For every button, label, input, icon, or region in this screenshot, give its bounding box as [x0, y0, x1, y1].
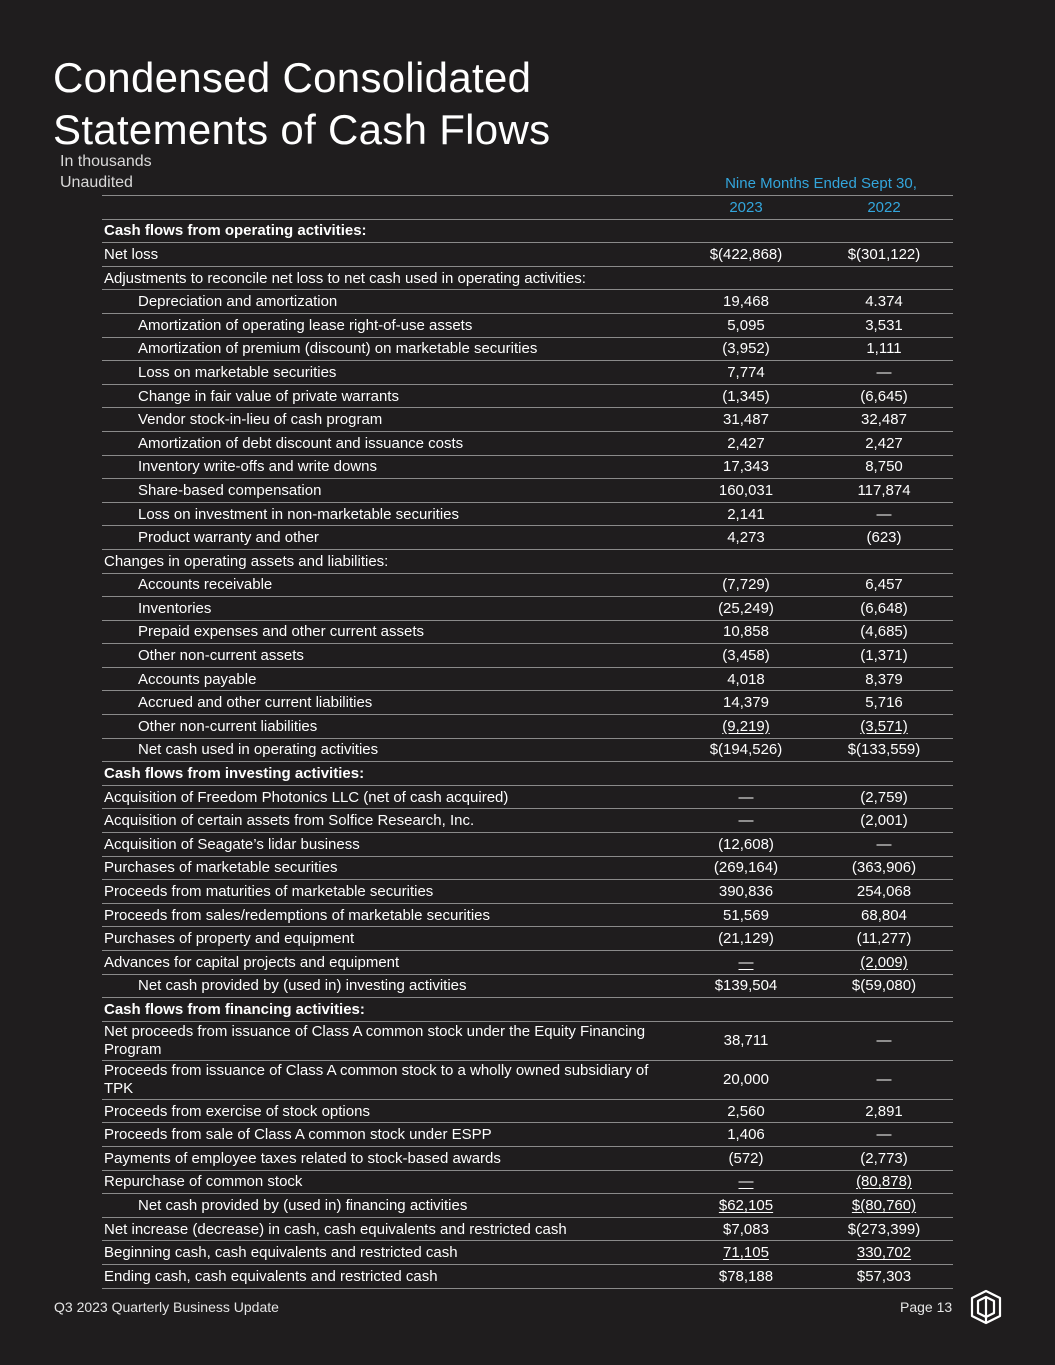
value-2023	[677, 1146, 815, 1170]
value-2023	[677, 1123, 815, 1147]
value-2022	[815, 1146, 953, 1170]
cell-value: 6,457	[865, 576, 903, 594]
cell-value: 51,569	[723, 906, 769, 924]
value-2023	[677, 974, 815, 998]
row-label: Inventory write-offs and write downs	[102, 455, 677, 479]
row-label: Accounts payable	[102, 667, 677, 691]
cell-value: 2,427	[865, 434, 903, 452]
cell-value: 2,560	[727, 1102, 765, 1120]
table-row	[102, 384, 953, 408]
audit-note: Unaudited	[60, 174, 133, 191]
cell-value: 8,750	[865, 458, 903, 476]
cell-value: (623)	[866, 529, 902, 547]
row-label: Other non-current liabilities	[102, 715, 677, 739]
table-row	[102, 502, 953, 526]
value-2023	[677, 597, 815, 621]
value-2022	[815, 1241, 953, 1265]
cell-value: 10,858	[723, 623, 769, 641]
value-2023	[677, 1099, 815, 1123]
value-2023	[677, 337, 815, 361]
value-2023	[677, 738, 815, 762]
subtitle	[60, 151, 152, 193]
value-2023	[677, 833, 815, 857]
value-2023	[677, 573, 815, 597]
cell-value: (9,219)	[722, 717, 770, 735]
cell-value: —	[738, 953, 754, 971]
cell-value: —	[876, 363, 892, 381]
cell-value: —	[876, 505, 892, 523]
row-label: Proceeds from sales/redemptions of marketable securities	[102, 903, 677, 927]
row-label: Changes in operating assets and liabilities:	[102, 549, 677, 573]
page-title	[53, 52, 550, 156]
value-2022	[815, 880, 953, 904]
cell-value: (25,249)	[718, 599, 774, 617]
value-2022	[815, 974, 953, 998]
table-row	[102, 927, 953, 951]
cell-value: $(59,080)	[851, 977, 917, 995]
row-label: Amortization of debt discount and issuance costs	[102, 431, 677, 455]
cell-value: 2,891	[865, 1102, 903, 1120]
value-2023	[677, 1264, 815, 1288]
cell-value: 1,111	[866, 340, 902, 358]
value-2022	[815, 455, 953, 479]
value-2022	[815, 573, 953, 597]
cell-value: (3,458)	[722, 647, 770, 665]
value-2022	[815, 785, 953, 809]
value-2022	[815, 667, 953, 691]
cell-value: 2,427	[727, 434, 765, 452]
row-label: Adjustments to reconcile net loss to net cash used in operating activities:	[102, 266, 677, 290]
section-header-row	[102, 998, 953, 1022]
cell-value: 1,406	[727, 1126, 765, 1144]
table-row	[102, 951, 953, 975]
value-2022	[815, 833, 953, 857]
cell-value: 7,774	[727, 363, 765, 381]
value-2023	[677, 1060, 815, 1099]
cell-value: —	[876, 1032, 892, 1050]
table-row	[102, 455, 953, 479]
cell-value: $7,083	[723, 1220, 769, 1238]
value-2022	[815, 1021, 953, 1060]
units-note: In thousands	[60, 153, 152, 170]
cell-value: $(194,526)	[709, 741, 783, 759]
cell-value: (1,371)	[860, 647, 908, 665]
value-2022	[815, 927, 953, 951]
row-label: Beginning cash, cash equivalents and restricted cash	[102, 1241, 677, 1265]
row-label: Proceeds from issuance of Class A common stock to a wholly owned subsidiary of TPK	[102, 1060, 677, 1099]
value-2022	[815, 809, 953, 833]
value-2022	[815, 1123, 953, 1147]
row-label: Depreciation and amortization	[102, 290, 677, 314]
cell-value: 19,468	[723, 293, 769, 311]
value-2022	[815, 361, 953, 385]
table-row	[102, 691, 953, 715]
row-label: Purchases of marketable securities	[102, 856, 677, 880]
value-2023	[677, 715, 815, 739]
label-column-header	[102, 196, 677, 220]
value-2023	[677, 431, 815, 455]
table-row	[102, 974, 953, 998]
footer-title: Q3 2023 Quarterly Business Update	[54, 1299, 279, 1315]
value-2023	[677, 951, 815, 975]
value-2022	[815, 691, 953, 715]
table-row	[102, 479, 953, 503]
value-2023	[677, 809, 815, 833]
value-2022	[815, 1217, 953, 1241]
cell-value: (6,648)	[860, 599, 908, 617]
row-label: Loss on marketable securities	[102, 361, 677, 385]
value-2022	[815, 1194, 953, 1218]
value-2023	[677, 998, 815, 1022]
value-2022	[815, 762, 953, 786]
row-label: Cash flows from financing activities:	[102, 998, 677, 1022]
title-line-1: Condensed Consolidated	[53, 54, 532, 101]
cell-value: 8,379	[865, 670, 903, 688]
value-2023	[677, 856, 815, 880]
table-row	[102, 1194, 953, 1218]
year-header-row	[102, 196, 953, 220]
table-row	[102, 290, 953, 314]
cell-value: $(301,122)	[847, 245, 921, 263]
cell-value: $(80,760)	[851, 1196, 917, 1214]
value-2023	[677, 1194, 815, 1218]
row-label: Purchases of property and equipment	[102, 927, 677, 951]
value-2023	[677, 691, 815, 715]
value-2022	[815, 384, 953, 408]
row-label: Inventories	[102, 597, 677, 621]
cell-value: 4.374	[865, 293, 903, 311]
table-row	[102, 431, 953, 455]
table-row	[102, 526, 953, 550]
value-2022	[815, 337, 953, 361]
cell-value: —	[876, 1126, 892, 1144]
row-label: Proceeds from sale of Class A common stock under ESPP	[102, 1123, 677, 1147]
cell-value: 160,031	[718, 481, 774, 499]
table-row	[102, 620, 953, 644]
cell-value: 3,531	[865, 316, 903, 334]
cash-flow-table	[102, 195, 953, 1289]
cell-value: —	[876, 1071, 892, 1089]
cell-value: 2,141	[727, 505, 765, 523]
cell-value: $78,188	[718, 1267, 774, 1285]
value-2023	[677, 266, 815, 290]
value-2022	[815, 998, 953, 1022]
table-row	[102, 1060, 953, 1099]
value-2023	[677, 1241, 815, 1265]
table-row	[102, 337, 953, 361]
table-row	[102, 809, 953, 833]
value-2023	[677, 880, 815, 904]
cell-value: 5,095	[727, 316, 765, 334]
value-2022	[815, 502, 953, 526]
table-row	[102, 243, 953, 267]
value-2023	[677, 290, 815, 314]
table-row	[102, 266, 953, 290]
value-2023	[677, 927, 815, 951]
value-2022	[815, 408, 953, 432]
cell-value: 71,105	[723, 1244, 769, 1262]
cell-value: 254,068	[856, 883, 912, 901]
cell-value: (2,009)	[860, 953, 908, 971]
value-2022	[815, 738, 953, 762]
table-row	[102, 408, 953, 432]
value-2022	[815, 903, 953, 927]
row-label: Cash flows from operating activities:	[102, 219, 677, 243]
table-row	[102, 597, 953, 621]
cell-value: (363,906)	[851, 859, 917, 877]
value-2022	[815, 549, 953, 573]
row-label: Proceeds from maturities of marketable securities	[102, 880, 677, 904]
cell-value: (1,345)	[722, 387, 770, 405]
value-2022	[815, 856, 953, 880]
row-label: Proceeds from exercise of stock options	[102, 1099, 677, 1123]
cell-value: $(273,399)	[847, 1220, 921, 1238]
cell-value: 31,487	[723, 411, 769, 429]
value-2023	[677, 762, 815, 786]
value-2022	[815, 644, 953, 668]
value-2023	[677, 219, 815, 243]
value-2022	[815, 219, 953, 243]
value-2023	[677, 903, 815, 927]
value-2023	[677, 644, 815, 668]
cell-value: 330,702	[856, 1244, 912, 1262]
row-label: Ending cash, cash equivalents and restricted cash	[102, 1264, 677, 1288]
cell-value: —	[738, 788, 754, 806]
row-label: Net loss	[102, 243, 677, 267]
value-2022	[815, 597, 953, 621]
value-2023	[677, 1217, 815, 1241]
cell-value: 14,379	[723, 694, 769, 712]
cell-value: (3,571)	[860, 717, 908, 735]
table-row	[102, 1123, 953, 1147]
row-label: Net cash provided by (used in) investing activities	[102, 974, 677, 998]
table-row	[102, 1217, 953, 1241]
table-row	[102, 1241, 953, 1265]
cell-value: (2,001)	[860, 812, 908, 830]
cell-value: $(133,559)	[847, 741, 921, 759]
cell-value: (6,645)	[860, 387, 908, 405]
cell-value: 5,716	[865, 694, 903, 712]
value-2023	[677, 361, 815, 385]
table-row	[102, 1146, 953, 1170]
cell-value: (2,759)	[860, 788, 908, 806]
cell-value: $57,303	[856, 1267, 912, 1285]
row-label: Cash flows from investing activities:	[102, 762, 677, 786]
value-2022	[815, 1170, 953, 1194]
row-label: Change in fair value of private warrants	[102, 384, 677, 408]
cell-value: (2,773)	[860, 1149, 908, 1167]
cell-value: —	[876, 835, 892, 853]
row-label: Accounts receivable	[102, 573, 677, 597]
value-2023	[677, 408, 815, 432]
value-2023	[677, 313, 815, 337]
table-row	[102, 549, 953, 573]
row-label: Amortization of premium (discount) on marketable securities	[102, 337, 677, 361]
row-label: Prepaid expenses and other current assets	[102, 620, 677, 644]
table-row	[102, 785, 953, 809]
row-label: Advances for capital projects and equipment	[102, 951, 677, 975]
title-line-2: Statements of Cash Flows	[53, 106, 551, 153]
value-2022	[815, 1264, 953, 1288]
value-2023	[677, 502, 815, 526]
value-2022	[815, 290, 953, 314]
value-2022	[815, 266, 953, 290]
value-2023	[677, 785, 815, 809]
table-row	[102, 313, 953, 337]
value-2023	[677, 384, 815, 408]
row-label: Net cash provided by (used in) financing activities	[102, 1194, 677, 1218]
table-row	[102, 1264, 953, 1288]
year-2023-header: 2023	[677, 196, 815, 220]
row-label: Vendor stock-in-lieu of cash program	[102, 408, 677, 432]
table-row	[102, 573, 953, 597]
cell-value: 4,273	[727, 529, 765, 547]
cell-value: $(422,868)	[709, 245, 783, 263]
row-label: Repurchase of common stock	[102, 1170, 677, 1194]
table-row	[102, 833, 953, 857]
value-2023	[677, 667, 815, 691]
cell-value: (21,129)	[718, 930, 774, 948]
row-label: Net increase (decrease) in cash, cash equivalents and restricted cash	[102, 1217, 677, 1241]
value-2022	[815, 431, 953, 455]
value-2023	[677, 1170, 815, 1194]
cell-value: (11,277)	[856, 930, 912, 948]
row-label: Accrued and other current liabilities	[102, 691, 677, 715]
value-2023	[677, 549, 815, 573]
section-header-row	[102, 219, 953, 243]
table-row	[102, 880, 953, 904]
value-2022	[815, 620, 953, 644]
table-row	[102, 856, 953, 880]
cell-value: —	[738, 1173, 754, 1191]
table-row	[102, 667, 953, 691]
value-2022	[815, 479, 953, 503]
cell-value: (4,685)	[860, 623, 908, 641]
value-2023	[677, 243, 815, 267]
period-header: Nine Months Ended Sept 30,	[725, 175, 917, 192]
cell-value: 20,000	[723, 1071, 769, 1089]
cell-value: 117,874	[857, 481, 911, 499]
company-logo-icon	[968, 1288, 1004, 1326]
value-2023	[677, 479, 815, 503]
table-row	[102, 738, 953, 762]
value-2023	[677, 1021, 815, 1060]
table-row	[102, 644, 953, 668]
row-label: Payments of employee taxes related to stock-based awards	[102, 1146, 677, 1170]
row-label: Acquisition of Seagate’s lidar business	[102, 833, 677, 857]
cell-value: $62,105	[718, 1196, 774, 1214]
row-label: Acquisition of certain assets from Solfice Research, Inc.	[102, 809, 677, 833]
year-2022-header: 2022	[815, 196, 953, 220]
cell-value: 68,804	[861, 906, 907, 924]
value-2022	[815, 526, 953, 550]
table-row	[102, 1021, 953, 1060]
row-label: Loss on investment in non-marketable securities	[102, 502, 677, 526]
value-2023	[677, 526, 815, 550]
cell-value: (12,608)	[718, 835, 774, 853]
value-2022	[815, 243, 953, 267]
row-label: Other non-current assets	[102, 644, 677, 668]
row-label: Share-based compensation	[102, 479, 677, 503]
value-2023	[677, 620, 815, 644]
table-row	[102, 715, 953, 739]
cell-value: (572)	[728, 1149, 764, 1167]
table-row	[102, 1099, 953, 1123]
cell-value: (7,729)	[722, 576, 770, 594]
cell-value: (80,878)	[856, 1173, 912, 1191]
row-label: Net cash used in operating activities	[102, 738, 677, 762]
row-label: Acquisition of Freedom Photonics LLC (net of cash acquired)	[102, 785, 677, 809]
row-label: Net proceeds from issuance of Class A common stock under the Equity Financing Program	[102, 1021, 677, 1060]
cell-value: 32,487	[861, 411, 907, 429]
page-number: Page 13	[900, 1299, 953, 1315]
section-header-row	[102, 762, 953, 786]
cell-value: 38,711	[723, 1032, 769, 1050]
cell-value: —	[738, 812, 754, 830]
cell-value: (3,952)	[722, 340, 770, 358]
value-2022	[815, 951, 953, 975]
value-2023	[677, 455, 815, 479]
value-2022	[815, 715, 953, 739]
table-row	[102, 903, 953, 927]
cell-value: (269,164)	[713, 859, 779, 877]
value-2022	[815, 1060, 953, 1099]
cell-value: 17,343	[723, 458, 769, 476]
row-label: Product warranty and other	[102, 526, 677, 550]
cell-value: $139,504	[714, 977, 778, 995]
cell-value: 4,018	[727, 670, 765, 688]
value-2022	[815, 1099, 953, 1123]
table-row	[102, 1170, 953, 1194]
row-label: Amortization of operating lease right-of-use assets	[102, 313, 677, 337]
value-2022	[815, 313, 953, 337]
table-row	[102, 361, 953, 385]
cell-value: 390,836	[718, 883, 774, 901]
